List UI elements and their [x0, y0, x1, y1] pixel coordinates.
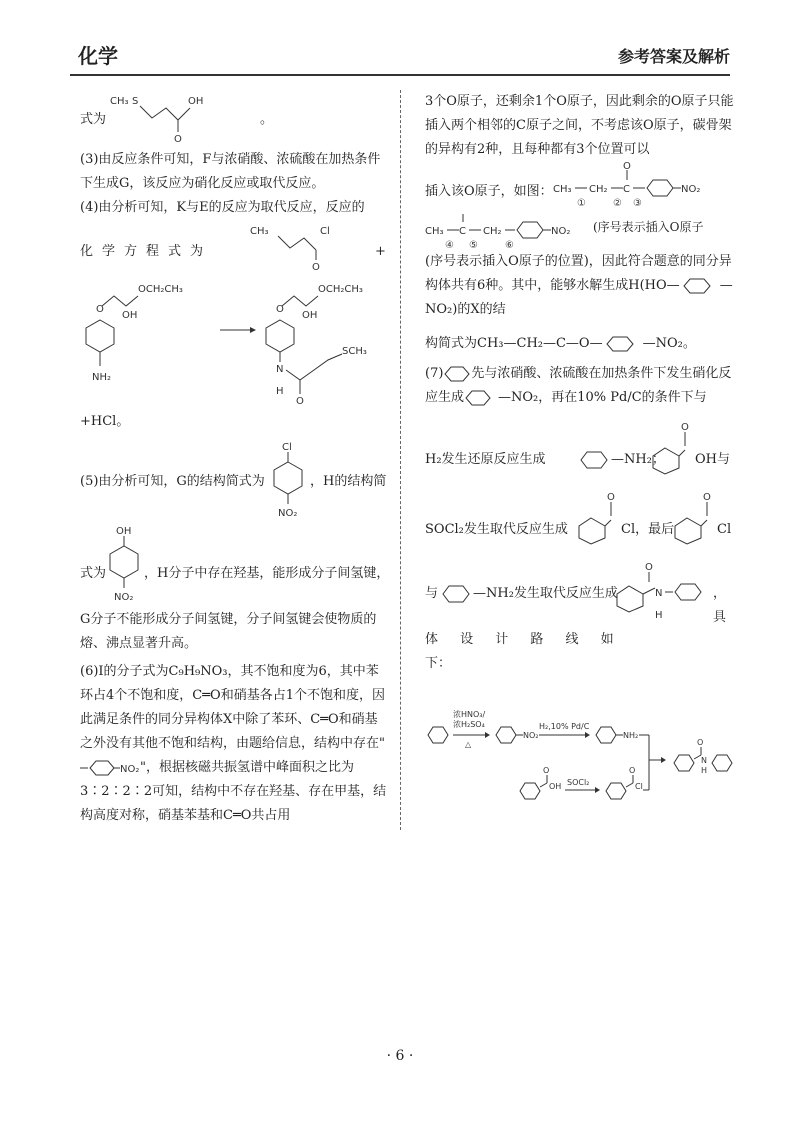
phenyl-ring-icon [603, 335, 643, 353]
chem-label: H [655, 610, 663, 621]
chem-label: CH₃ [553, 184, 572, 195]
chem-label: O [629, 766, 636, 775]
chem-label: CH₂ [589, 184, 608, 195]
chem-label: H [701, 766, 708, 775]
chem-label: O [174, 134, 182, 142]
synthesis-route [425, 705, 735, 815]
para-r8b: 下： [425, 656, 452, 671]
amidation-line [425, 560, 735, 624]
benzoic-acid-diagram [651, 420, 701, 476]
skeleton-diagram-1 [553, 162, 743, 210]
chem-label: O [96, 304, 104, 315]
para-r2-text: (序号表示插入O原子的位置)，因此符合题意的同分异构体共有6种。其中，能够水解生成H(HO— [425, 254, 732, 293]
chem-label: O [645, 562, 653, 573]
chem-label: N [701, 756, 707, 765]
chem-label: NO₂ [120, 763, 140, 775]
g-structure-line [80, 440, 390, 524]
svg-text:C: C [459, 226, 466, 237]
header-rule [70, 74, 730, 76]
para-5c-suffix: ，H分子中存在羟基，能形成分子间氢键， [144, 566, 390, 581]
benzene-ring-icon [443, 365, 471, 383]
equation-line [80, 220, 390, 270]
nitrophenyl-group-diagram [80, 759, 140, 777]
para-r3b: —NO₂。 [642, 336, 696, 351]
para-6 [80, 660, 390, 828]
chem-label: NO₂ [681, 184, 701, 195]
chem-label: SOCl₂ [567, 778, 590, 787]
para-r6: SOCl₂发生取代反应生成 [425, 522, 568, 537]
para-4b: 化学方程式为 [80, 244, 213, 259]
chem-label: S [132, 96, 139, 107]
phenyl-ring-icon [680, 277, 720, 295]
para-r4 [425, 362, 735, 410]
chem-label: SCH₃ [342, 346, 367, 357]
p0-prefix: 式为 [80, 112, 107, 127]
reaction-svg [80, 270, 390, 410]
chem-label: ① [577, 198, 586, 209]
para-r5c: OH与 [695, 452, 730, 467]
para-r1: 3个O原子，还剩余1个O原子，因此剩余的O原子只能插入两个相邻的C原子之间，不考虑该O原子，碳骨架的异构有2种，且每种都有3个位置可以 [425, 94, 734, 157]
chem-label: Cl [635, 782, 643, 791]
skeleton-line-2 [425, 210, 735, 250]
para-r2b: —NO₂)的X的结 [425, 278, 733, 317]
chem-label: O [697, 738, 704, 747]
chlorination-line [425, 490, 735, 550]
plus-sign: + [375, 244, 386, 259]
chem-label: OH [188, 96, 204, 107]
chem-label: N [276, 364, 284, 375]
structure-line-0 [80, 90, 390, 142]
chem-label: H [276, 386, 284, 397]
para-r7: 与 [425, 586, 439, 601]
para-r4-text: (7) [425, 366, 444, 381]
right-column [425, 90, 735, 676]
para-5d: G分子不能形成分子间氢键，分子间氢键会使物质的熔、沸点显著升高。 [80, 612, 377, 651]
chem-label: △ [465, 740, 472, 749]
benzene-ring-icon [464, 389, 498, 407]
chem-label: CH₃ [425, 226, 444, 237]
svg-text:C: C [623, 184, 630, 195]
benzoyl-chloride-diagram [673, 490, 723, 546]
p0-suffix: 。 [260, 112, 274, 127]
chem-label: ⑤ [469, 240, 478, 250]
reduction-line [425, 420, 735, 480]
para-r8: 体 设 计 路 线 如 [425, 632, 623, 647]
header-subject: 化学 [78, 44, 118, 68]
chem-label: ② [613, 198, 622, 209]
para-r7b: —NH₂发生取代反应生成 [473, 586, 618, 601]
g-structure-diagram [272, 440, 312, 524]
chem-label: OCH₂CH₃ [138, 284, 183, 295]
para-r3-text: 构简式为CH₃—CH₂—C—O— [425, 336, 603, 351]
para-r3 [425, 332, 735, 356]
chem-label: ⑥ [505, 240, 514, 250]
para-r5: H₂发生还原反应生成 [425, 452, 546, 467]
column-divider [400, 90, 401, 830]
reaction-diagram [80, 270, 390, 410]
chem-label: OH [302, 310, 318, 321]
para-5a: (5)由分析可知，G的结构简式为 [80, 474, 265, 489]
para-r1b: 插入该O原子，如图： [425, 184, 553, 199]
chem-label: NO₂ [523, 731, 539, 740]
k-structure-diagram [250, 220, 380, 270]
page-number: · 6 · [386, 1048, 414, 1064]
hcl-text: +HCl。 [80, 414, 130, 429]
chem-label: O [543, 766, 550, 775]
chem-label: OCH₂CH₃ [318, 284, 363, 295]
chem-label: NO₂ [114, 592, 134, 603]
chem-label: NO₂ [551, 226, 571, 237]
e-structure-diagram [110, 90, 260, 142]
chem-label: NO₂ [278, 508, 298, 519]
chem-label: O [276, 304, 284, 315]
para-3: (3)由反应条件可知，F与浓硝酸、浓硫酸在加热条件下生成G，该反应为硝化反应或取代反应。 [80, 152, 381, 191]
chem-label: ④ [445, 240, 454, 250]
chem-label: O [623, 162, 631, 172]
para-r6c: Cl [717, 522, 732, 537]
chem-label: CH₂ [483, 226, 502, 237]
benzoyl-chloride-diagram [577, 490, 627, 546]
para-r4c: —NO₂，再在10% Pd/C的条件下与 [498, 390, 707, 405]
h-structure-diagram [108, 524, 148, 608]
para-r7c: ，具 [713, 586, 727, 625]
chem-label: Cl [320, 226, 330, 237]
para-6-mid: "，根据核磁共振氢谱中峰面积之比为3∶2∶2∶2可知，结构中不存在羟基、存在甲基，结构高度对称，硝基苯基和C═O共占用 [80, 760, 387, 823]
chem-label: 浓HNO₃/ [453, 710, 486, 719]
chem-label: Cl [282, 442, 292, 453]
para-5c-prefix: 式为 [80, 566, 107, 581]
chem-label: ③ [633, 198, 642, 209]
left-column [80, 90, 390, 828]
chem-label: O [607, 492, 615, 503]
chem-label: O [681, 422, 689, 433]
para-r4b: 先与浓硝酸、浓硫酸在加热条件下发生硝化反应生成 [425, 366, 732, 405]
header-title: 参考答案及解析 [617, 47, 730, 66]
chem-label: O [312, 262, 320, 270]
chem-label: O [296, 396, 304, 407]
chem-label: OH [122, 310, 138, 321]
chem-label: OH [549, 782, 562, 791]
para-6-text: (6)I的分子式为C₉H₉NO₃，其不饱和度为6，其中苯环占4个不饱和度，C═O和硝基各占1个不饱和度，因此满足条件的同分异构体X中除了苯环、C═O和硝基之外没有其他不饱和结构，由题给信息，结构中存在" [80, 664, 385, 751]
para-5b: ，H的结构简 [310, 474, 387, 489]
para-r2 [425, 250, 735, 322]
h-structure-line [80, 524, 390, 608]
chem-label: 浓H₂SO₄ [453, 720, 485, 729]
skeleton-diagram-2 [425, 210, 595, 250]
para-r5b: —NH₂； [611, 452, 665, 467]
chem-label: O [703, 492, 711, 503]
skeleton-line-1 [425, 162, 735, 210]
para-r6b: Cl，最后 [621, 522, 675, 537]
para-4: (4)由分析可知，K与E的反应为取代反应，反应的 [80, 200, 365, 215]
chem-label: OH [116, 526, 132, 537]
chem-label: NH₂ [92, 372, 112, 383]
benzanilide-diagram [615, 560, 715, 624]
chem-label: N [655, 588, 663, 599]
chem-label: CH₃ [250, 226, 269, 237]
para-r2: (序号表示插入O原子 [593, 220, 704, 234]
chem-label: H₂,10% Pd/C [539, 722, 590, 731]
chem-label: NH₂ [623, 731, 639, 740]
synthesis-route-diagram [425, 705, 735, 815]
chem-label: CH₃ [110, 96, 129, 107]
